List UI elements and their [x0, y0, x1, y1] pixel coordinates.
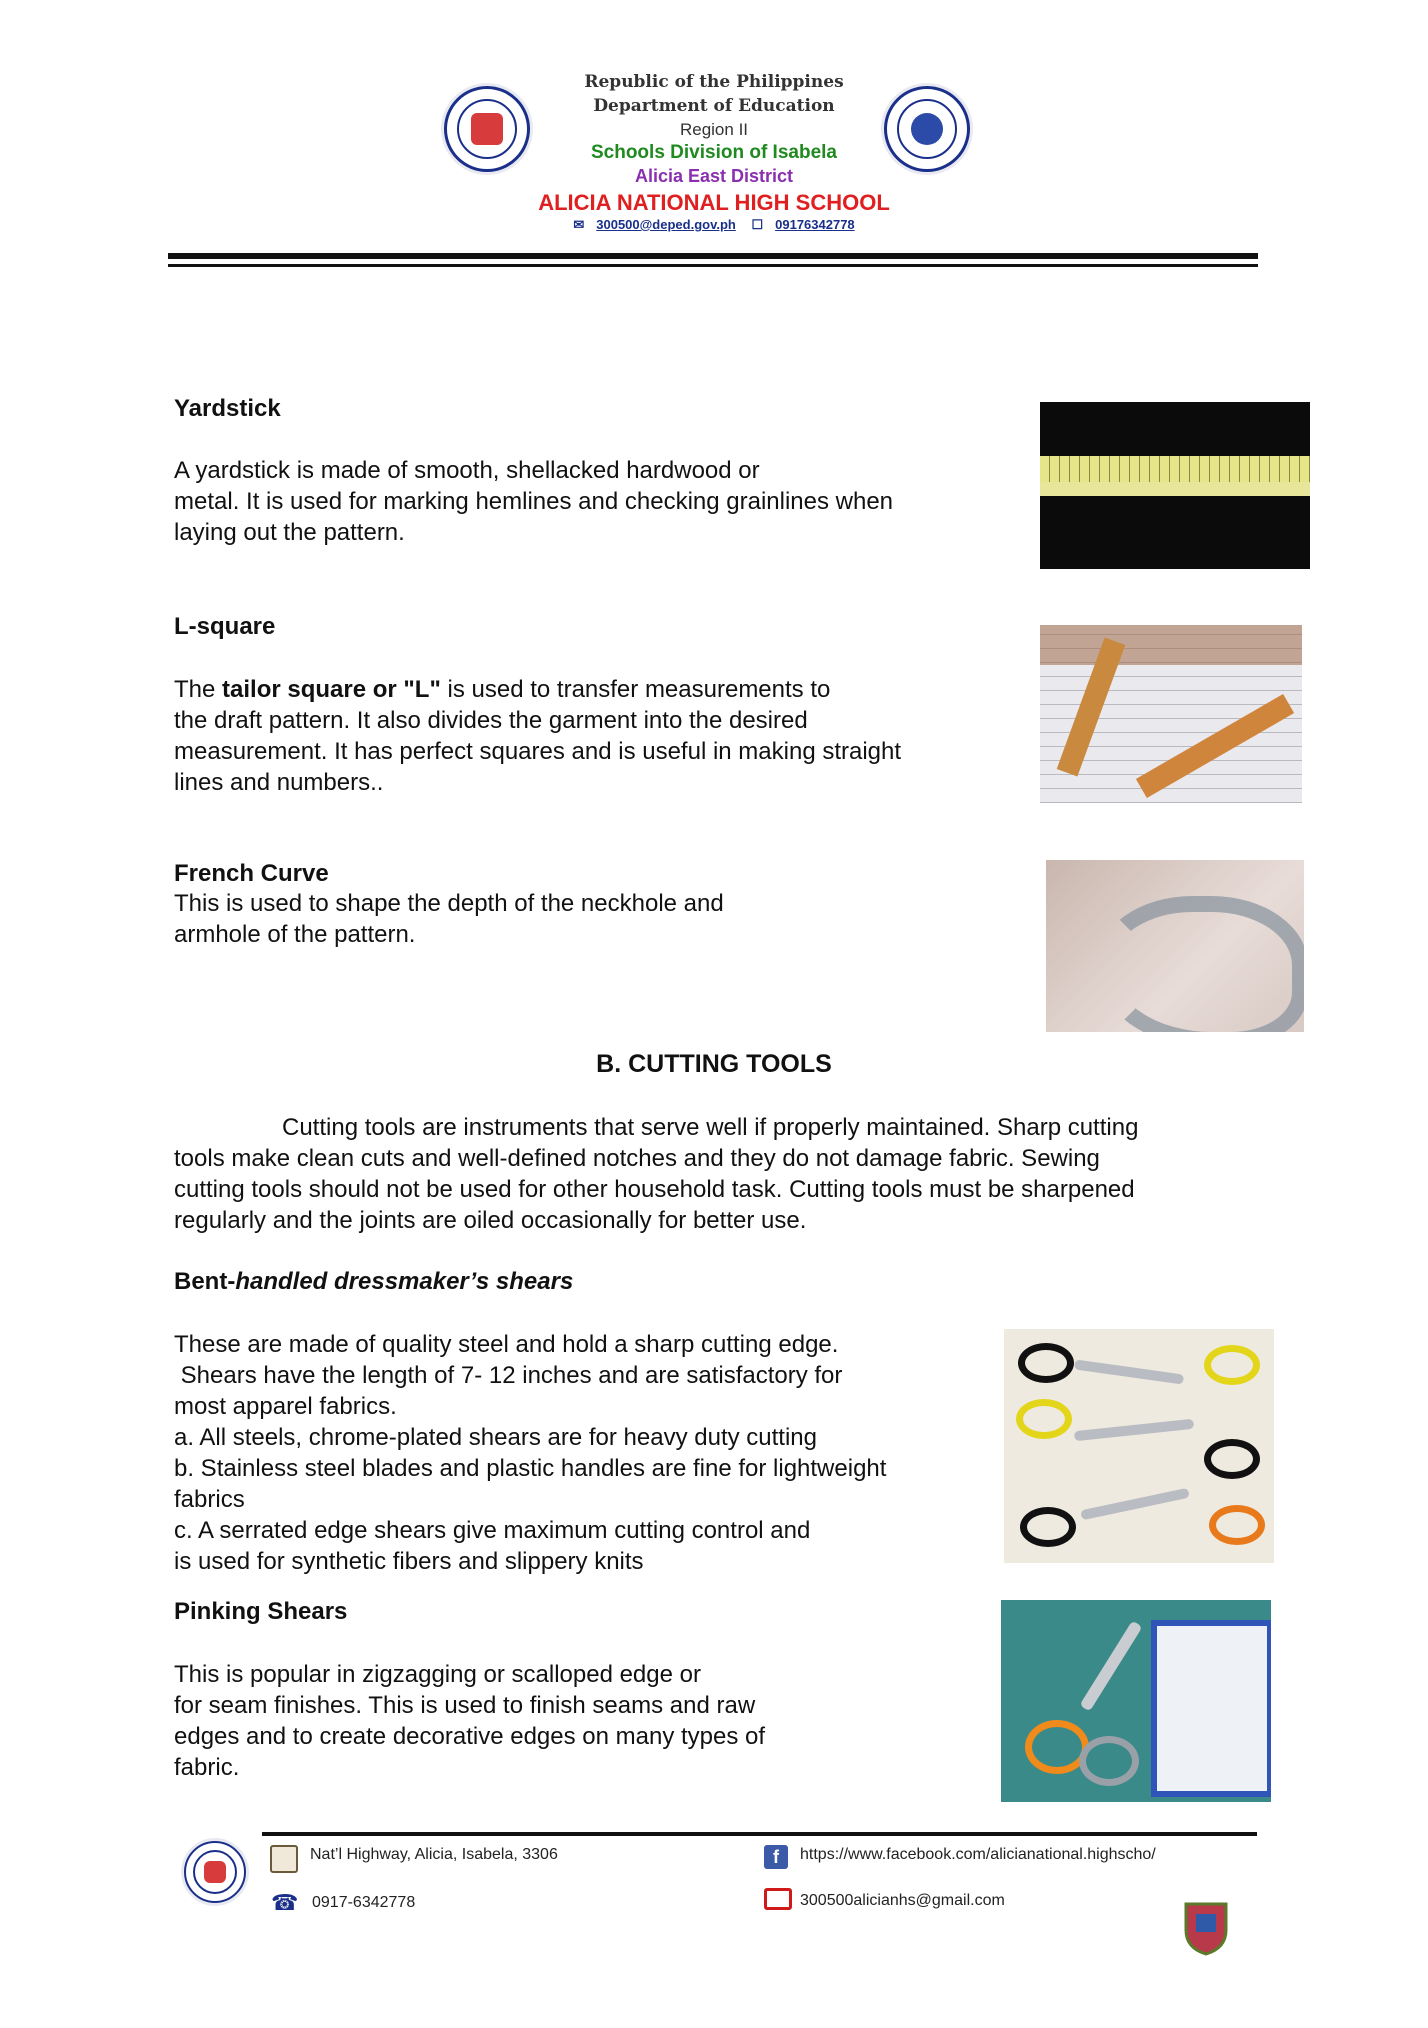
- footer-address: Nat’l Highway, Alicia, Isabela, 3306: [310, 1846, 558, 1863]
- text-line: the draft pattern. It also divides the garment into the desired: [174, 707, 808, 734]
- pinking-shears-title: Pinking Shears: [174, 1598, 348, 1625]
- text-line: cutting tools should not be used for other household task. Cutting tools must be sharpened: [174, 1176, 1135, 1203]
- header-school-name: ALICIA NATIONAL HIGH SCHOOL: [538, 190, 890, 215]
- header-rule-thick: [168, 253, 1258, 259]
- text-fragment: is used to transfer measurements to: [440, 676, 831, 703]
- text-line: b. Stainless steel blades and plastic handles are fine for lightweight: [174, 1455, 887, 1482]
- text-line: These are made of quality steel and hold a sharp cutting edge.: [174, 1331, 839, 1358]
- text-line: edges and to create decorative edges on many types of: [174, 1723, 766, 1750]
- district-crest-icon: [1180, 1900, 1232, 1956]
- footer-rule: [262, 1832, 1257, 1836]
- bent-shears-text: [174, 1329, 886, 1577]
- title-italic: handled dressmaker’s shears: [235, 1268, 574, 1295]
- yardstick-image: [1040, 402, 1310, 569]
- header-contacts: [0, 217, 1428, 233]
- footer-facebook-link[interactable]: https://www.facebook.com/alicianational.highscho/: [800, 1846, 1156, 1863]
- text-line: is used for synthetic fibers and slippery knits: [174, 1548, 644, 1575]
- bent-shears-image: [1004, 1329, 1274, 1563]
- text-line: most apparel fabrics.: [174, 1393, 397, 1420]
- text-line: fabric.: [174, 1754, 240, 1781]
- pinking-shears-text: [174, 1659, 765, 1783]
- yardstick-text: [174, 455, 893, 548]
- french-curve-image: [1046, 860, 1304, 1032]
- text-line: a. All steels, chrome-plated shears are for heavy duty cutting: [174, 1424, 817, 1451]
- text-line: metal. It is used for marking hemlines and checking grainlines when: [174, 488, 894, 515]
- header-phone: 09176342778: [775, 217, 855, 232]
- text-line: measurement. It has perfect squares and is useful in making straight: [174, 738, 902, 765]
- text-line: tools make clean cuts and well-defined notches and they do not damage fabric. Sewing: [174, 1145, 1100, 1172]
- header-republic: Republic of the Philippines: [584, 72, 844, 92]
- text-line: [174, 674, 901, 705]
- text-line: Shears have the length of 7- 12 inches and are satisfactory for: [174, 1362, 843, 1389]
- facebook-icon: f: [764, 1845, 788, 1869]
- text-line: lines and numbers..: [174, 769, 384, 796]
- footer-school-logo: [184, 1841, 246, 1903]
- cutting-tools-heading: B. CUTTING TOOLS: [596, 1050, 832, 1078]
- header-rule-thin: [168, 264, 1258, 267]
- telephone-icon: ☎: [271, 1890, 299, 1915]
- text-line: for seam finishes. This is used to finish seams and raw: [174, 1692, 756, 1719]
- phone-icon: ☐: [751, 217, 764, 232]
- yardstick-title: Yardstick: [174, 395, 281, 422]
- mail-icon: [764, 1888, 792, 1910]
- lsquare-image: [1040, 625, 1302, 803]
- header-division: Schools Division of Isabela: [590, 142, 837, 163]
- french-curve-text: [174, 888, 724, 950]
- text-line: c. A serrated edge shears give maximum cutting control and: [174, 1517, 811, 1544]
- footer-phone: 0917-6342778: [312, 1894, 416, 1911]
- text-line: fabrics: [174, 1486, 245, 1513]
- text-line: A yardstick is made of smooth, shellacked hardwood or: [174, 457, 760, 484]
- text-line: armhole of the pattern.: [174, 921, 416, 948]
- header-district: Alicia East District: [634, 166, 794, 186]
- home-icon: [270, 1845, 298, 1873]
- french-curve-title: French Curve: [174, 860, 329, 887]
- header-email[interactable]: 300500@deped.gov.ph: [596, 217, 736, 232]
- lsquare-text: [174, 674, 901, 798]
- text-line: Cutting tools are instruments that serve well if properly maintained. Sharp cutting: [282, 1114, 1139, 1141]
- text-line: regularly and the joints are oiled occasionally for better use.: [174, 1207, 807, 1234]
- text-fragment: The: [174, 676, 223, 703]
- text-line: laying out the pattern.: [174, 519, 405, 546]
- title-fragment: Bent-: [174, 1268, 236, 1295]
- email-icon: ✉: [573, 217, 585, 232]
- bent-shears-title: [174, 1268, 573, 1296]
- lsquare-title: L-square: [174, 613, 276, 640]
- pinking-shears-image: [1001, 1600, 1271, 1802]
- text-line: This is popular in zigzagging or scalloped edge or: [174, 1661, 701, 1688]
- header-department: Department of Education: [593, 96, 835, 116]
- cutting-tools-text: [174, 1112, 1138, 1236]
- bold-term: tailor square or "L": [222, 676, 441, 703]
- text-line: This is used to shape the depth of the neckhole and: [174, 890, 724, 917]
- footer-email[interactable]: 300500alicianhs@gmail.com: [800, 1892, 1005, 1909]
- header-region: Region II: [679, 120, 749, 139]
